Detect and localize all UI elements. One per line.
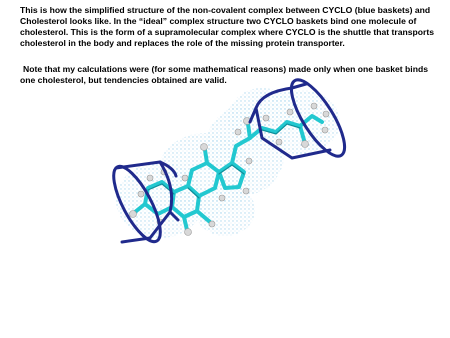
note-paragraph: Note that my calculations were (for some mathematical reasons) made only when one basket binds one cholesterol, but tendencies obtained are valid. <box>20 64 428 85</box>
description-paragraph: This is how the simplified structure of the non-covalent complex between CYCLO (blue baskets) and Cholesterol looks like. In the “ideal” complex structure two CYCLO baskets bind one molecule of cholesterol. This is the form of a supramolecular complex where CYCLO is the shuttle that transports cholesterol in the body and replaces the role of the missing protein transporter. <box>20 5 435 48</box>
